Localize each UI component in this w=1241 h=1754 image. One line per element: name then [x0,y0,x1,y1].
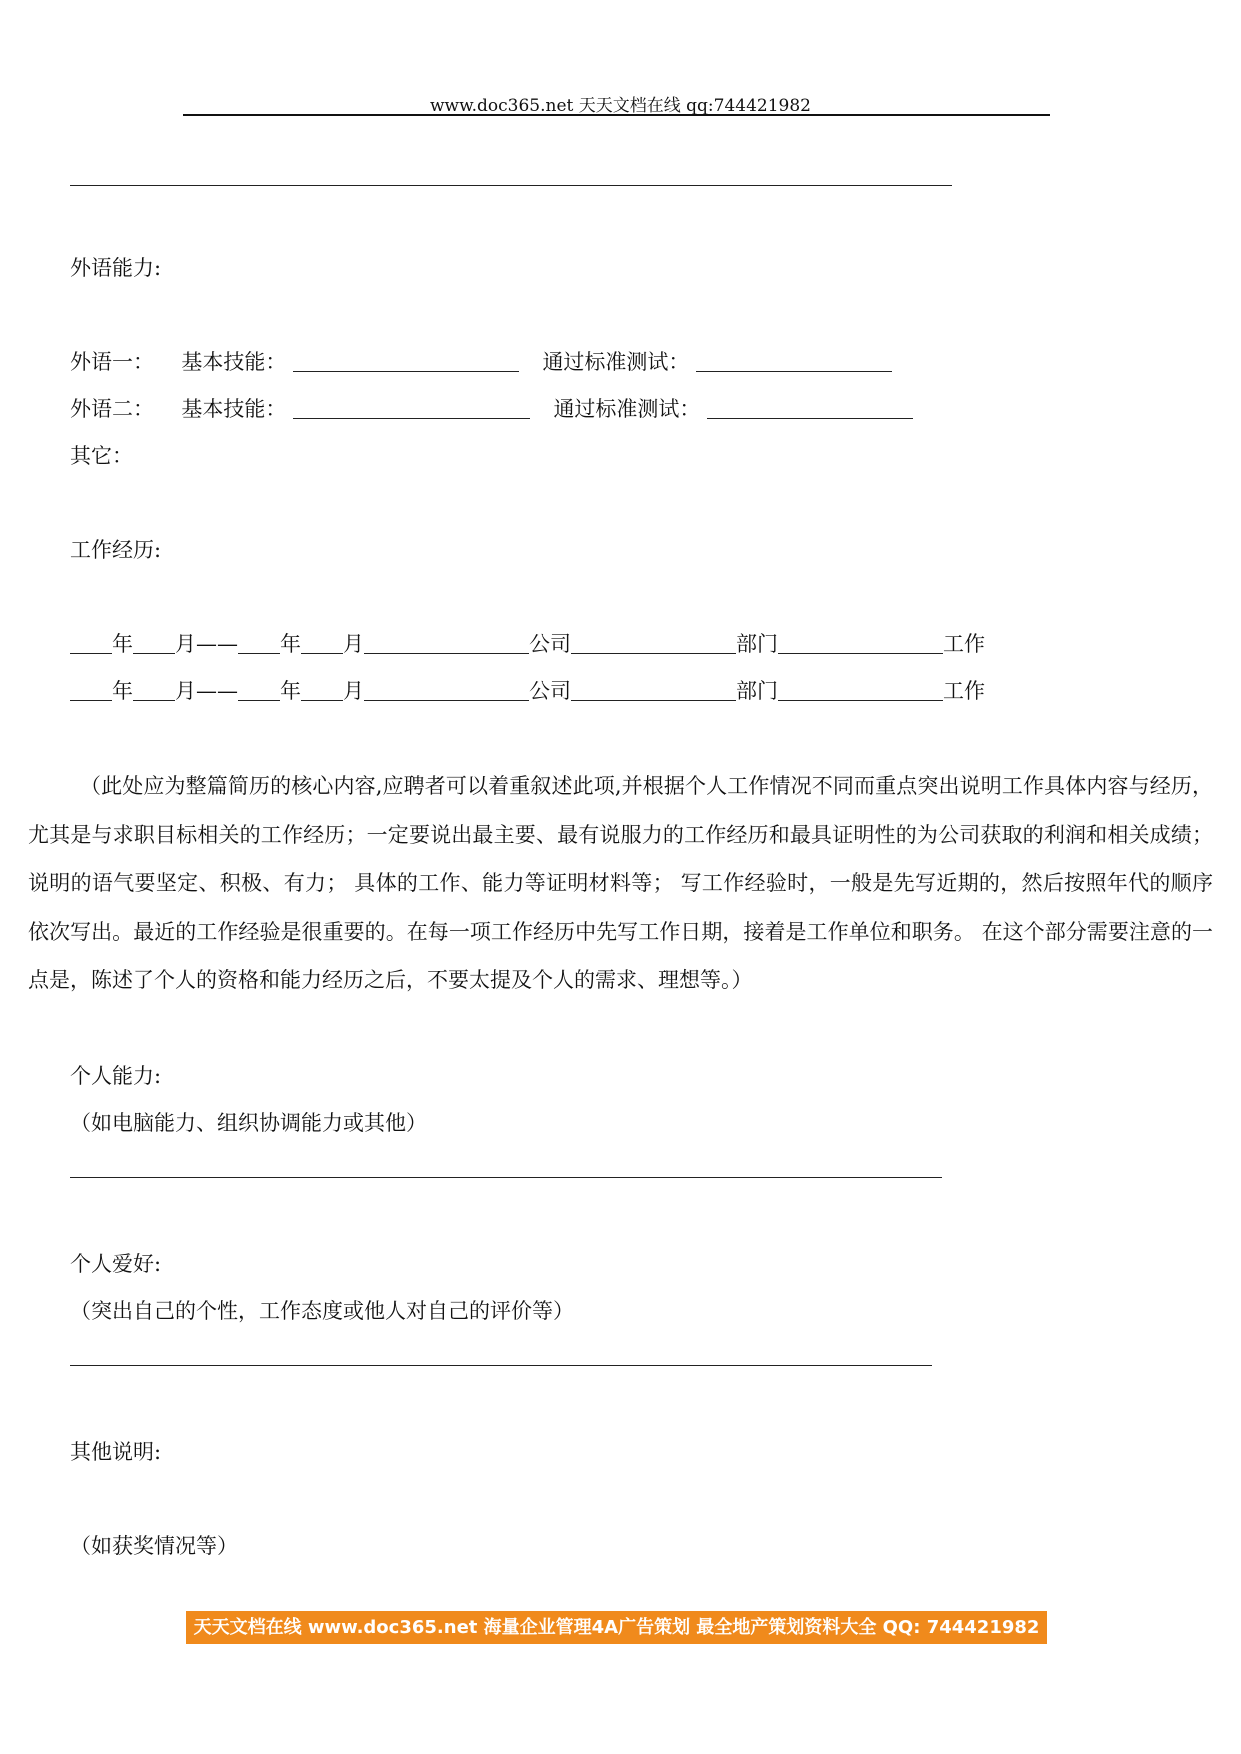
hobbies-blank-line[interactable] [70,1365,932,1366]
company-blank[interactable] [364,680,529,701]
language-2-test-blank[interactable] [707,398,913,419]
company-label: 公司 [529,632,571,656]
basic-skill-label: 基本技能： [181,350,287,374]
end-year-blank[interactable] [238,633,280,654]
work-experience-guidance: （此处应为整篇简历的核心内容,应聘者可以着重叙述此项,并根据个人工作情况不同而重点突出说明工作具体内容与经历，尤其是与求职目标相关的工作经历；一定要说出最主要、最有说服力的工作经历和最具证明性的为公司获取的利润和相关成绩； 说明的语气要坚定、积极、有力； 具体的工作、能力等证明材料等； 写工作经验时，一般是先写近期的，然后按照年代的顺序依次写出。最近的工作经验是很重要的。在每一项工作经历中先写工作日期，接着是工作单位和职务。 在这个部分需要注意的一点是，陈述了个人的资格和能力经历之后，不要太提及个人的需求、理想等。） [28,774,1213,992]
company-label: 公司 [529,679,571,703]
language-2-row [70,397,913,421]
year-label: 年 [112,679,133,703]
header-rule [183,114,1050,116]
position-blank[interactable] [778,633,943,654]
work-row [70,679,985,703]
start-month-blank[interactable] [133,680,175,701]
language-1-row [70,350,892,374]
department-label: 部门 [736,632,778,656]
month-label: 月 [343,632,364,656]
personal-ability-hint: （如电脑能力、组织协调能力或其他） [70,1111,427,1135]
month-label: 月 [343,679,364,703]
foreign-language-heading: 外语能力: [70,256,162,280]
footer-banner[interactable]: 天天文档在线 www.doc365.net 海量企业管理4A广告策划 最全地产策划资料大全 QQ: 744421982 [186,1611,1047,1644]
other-language-label: 其它： [70,444,133,468]
header-text: www.doc365.net 天天文档在线 qq:744421982 [429,96,811,116]
work-row [70,632,985,656]
hobbies-heading: 个人爱好: [70,1252,162,1276]
end-month-blank[interactable] [301,680,343,701]
start-month-blank[interactable] [133,633,175,654]
work-label: 工作 [943,679,985,703]
blank-line-top [70,185,952,186]
year-label: 年 [280,632,301,656]
personal-ability-heading: 个人能力: [70,1064,162,1088]
work-label: 工作 [943,632,985,656]
hobbies-hint: （突出自己的个性，工作态度或他人对自己的评价等） [70,1299,574,1323]
work-experience-heading: 工作经历: [70,538,162,562]
year-label: 年 [112,632,133,656]
basic-skill-label: 基本技能： [181,397,287,421]
department-blank[interactable] [571,633,736,654]
standard-test-label: 通过标准测试： [542,350,690,374]
month-dash-label: 月—— [175,632,238,656]
language-1-test-blank[interactable] [696,351,892,372]
department-blank[interactable] [571,680,736,701]
personal-ability-blank-line[interactable] [70,1177,942,1178]
language-2-skill-blank[interactable] [293,398,530,419]
year-label: 年 [280,679,301,703]
position-blank[interactable] [778,680,943,701]
start-year-blank[interactable] [70,633,112,654]
other-notes-heading: 其他说明: [70,1440,162,1464]
department-label: 部门 [736,679,778,703]
month-dash-label: 月—— [175,679,238,703]
company-blank[interactable] [364,633,529,654]
language-1-label: 外语一： [70,350,154,374]
end-year-blank[interactable] [238,680,280,701]
language-1-skill-blank[interactable] [293,351,519,372]
start-year-blank[interactable] [70,680,112,701]
end-month-blank[interactable] [301,633,343,654]
language-2-label: 外语二： [70,397,154,421]
other-notes-hint: （如获奖情况等） [70,1534,238,1558]
standard-test-label: 通过标准测试： [553,397,701,421]
